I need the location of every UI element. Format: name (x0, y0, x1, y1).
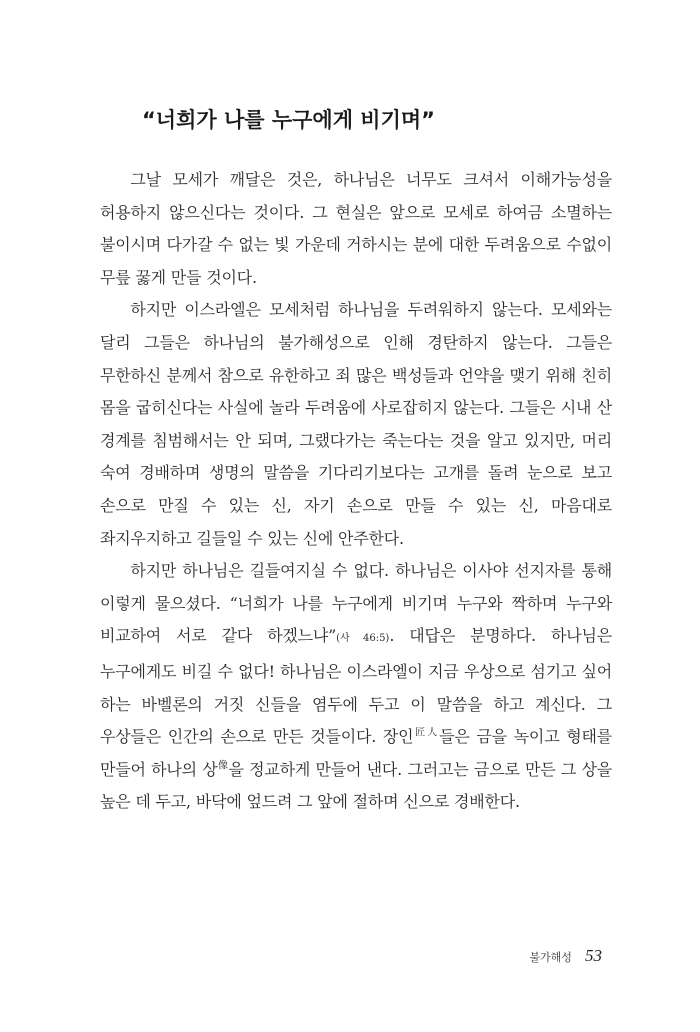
scripture-citation: (사 46:5) (336, 633, 390, 645)
paragraph-3-part-d: 을 정교하게 만들어 낸다. 그러고는 금으로 만든 그 상을 높은 데 두고, 바닥에 엎드려 그 앞에 절하며 신으로 경배한다. (100, 759, 612, 812)
paragraph-3-part-a: 하지만 하나님은 길들여지실 수 없다. 하나님은 이사야 선지자를 통해 이렇게 물으셨다. “너희가 나를 누구에게 비기며 누구와 짝하며 누구와 비교하여 서로 같다 하겠느냐” (100, 561, 612, 646)
page-footer (529, 946, 602, 966)
hanja-annotation-jangin: 匠人 (413, 727, 440, 739)
running-title: 불가해성 (529, 951, 572, 964)
body-text (100, 164, 612, 819)
paragraph-1: 그날 모세가 깨달은 것은, 하나님은 너무도 크셔서 이해가능성을 허용하지 않으신다는 것이다. 그 현실은 앞으로 모세로 하여금 소멸하는 불이시며 다가갈 수 없는 빛 가운데 거하시는 분에 대한 두려움으로 수없이 무릎 꿇게 만들 것이다. (100, 170, 612, 287)
paragraph-3 (100, 555, 612, 819)
paragraph-3-part-c: 들은 금을 녹이고 형태를 만들어 하나의 상 (100, 727, 612, 779)
paragraph-3-part-b: . 대답은 분명하다. 하나님은 누구에게도 비길 수 없다! 하나님은 이스라엘이 지금 우상으로 섬기고 싶어 하는 바벨론의 거짓 신들을 염두에 두고 이 말씀을 하고 계신다. 그 우상들은 인간의 손으로 만든 것들이다. 장인 (100, 626, 612, 747)
section-title: “너희가 나를 누구에게 비기며” (142, 108, 435, 132)
page-number: 53 (585, 946, 602, 965)
paragraph-2: 하지만 이스라엘은 모세처럼 하나님을 두려워하지 않는다. 모세와는 달리 그들은 하나님의 불가해성으로 인해 경탄하지 않는다. 그들은 무한하신 분께서 참으로 유한하고 죄 많은 백성들과 언약을 맺기 위해 친히 몸을 굽히신다는 사실에 놀라 두려움에 사로잡히지 않는다. 그들은 시내 산 경계를 침범해서는 안 되며, 그랬다가는 죽는다는 것을 알고 있지만, 머리 숙여 경배하며 생명의 말씀을 기다리기보다는 고개를 돌려 눈으로 보고 손으로 만질 수 있는 신, 자기 손으로 만들 수 있는 신, 마음대로 좌지우지하고 길들일 수 있는 신에 안주한다. (100, 300, 612, 548)
hanja-annotation-sang: 像 (217, 760, 229, 772)
